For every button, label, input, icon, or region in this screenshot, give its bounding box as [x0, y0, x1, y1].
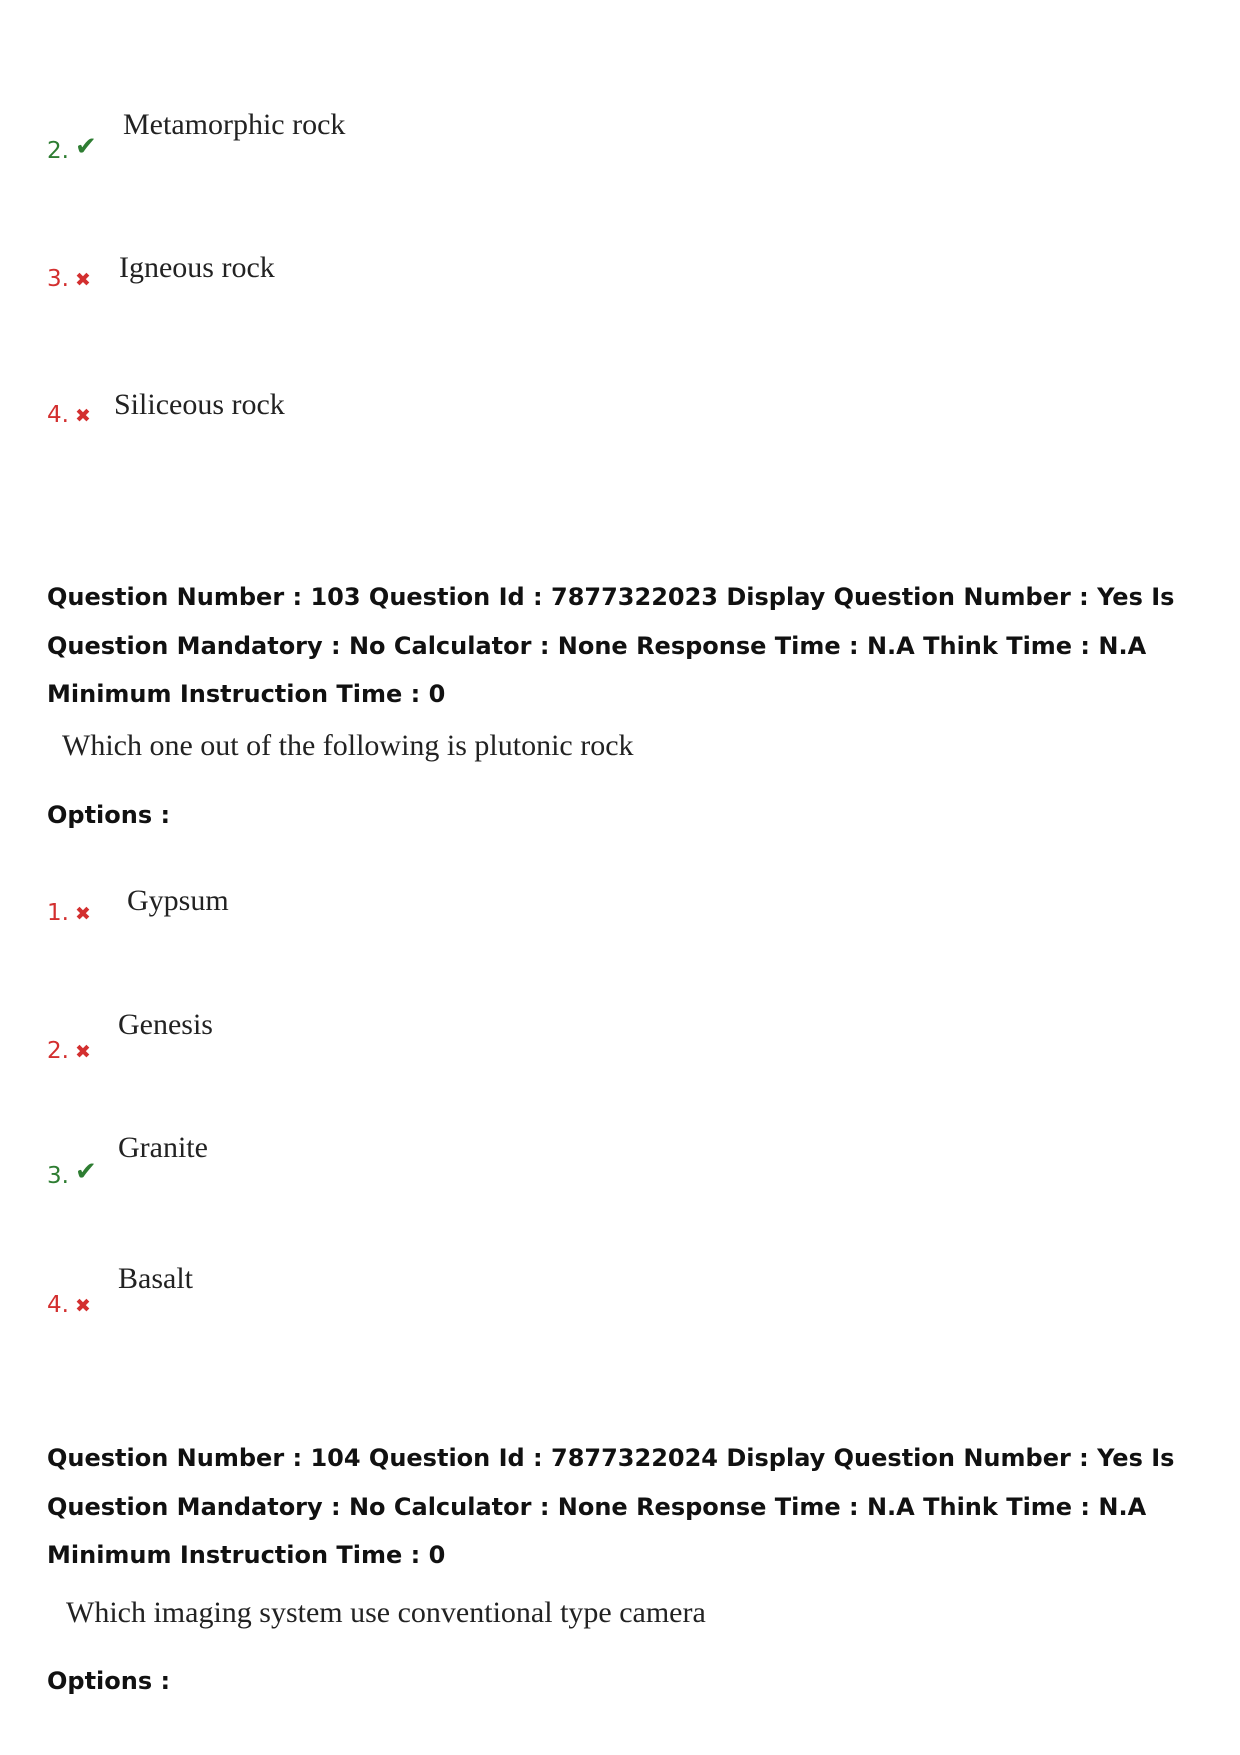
check-icon: ✔ [75, 132, 97, 162]
cross-icon: ✖ [75, 1041, 91, 1063]
option-number: 1. [47, 900, 69, 926]
question-104-text: Which imaging system use conventional type camera [66, 1596, 706, 1629]
option-text: Gypsum [127, 884, 229, 917]
cross-icon: ✖ [75, 903, 91, 925]
option-text: Siliceous rock [114, 388, 285, 421]
option-text: Basalt [118, 1262, 193, 1295]
options-label: Options : [47, 801, 171, 829]
cross-icon: ✖ [75, 1295, 91, 1317]
question-104-metadata: Question Number : 104 Question Id : 7877322024 Display Question Number : Yes Is Question Mandatory : No Calculator : None Response Time : N.A Think Time : N.A Minimum Instruction Time : 0 [47, 1444, 1175, 1569]
option-number: 4. [47, 1292, 69, 1318]
check-icon: ✔ [75, 1157, 97, 1187]
option-number: 2. [47, 138, 69, 164]
options-label: Options : [47, 1667, 171, 1695]
option-number: 3. [47, 266, 69, 292]
option-number: 4. [47, 402, 69, 428]
option-number: 3. [47, 1163, 69, 1189]
cross-icon: ✖ [75, 405, 91, 427]
cross-icon: ✖ [75, 269, 91, 291]
option-text: Granite [118, 1131, 208, 1164]
option-text: Igneous rock [119, 251, 275, 284]
question-103-text: Which one out of the following is plutonic rock [62, 729, 634, 762]
option-number: 2. [47, 1038, 69, 1064]
question-103-metadata: Question Number : 103 Question Id : 7877322023 Display Question Number : Yes Is Question Mandatory : No Calculator : None Response Time : N.A Think Time : N.A Minimum Instruction Time : 0 [47, 583, 1175, 708]
option-text: Metamorphic rock [123, 108, 346, 141]
option-text: Genesis [118, 1008, 213, 1041]
